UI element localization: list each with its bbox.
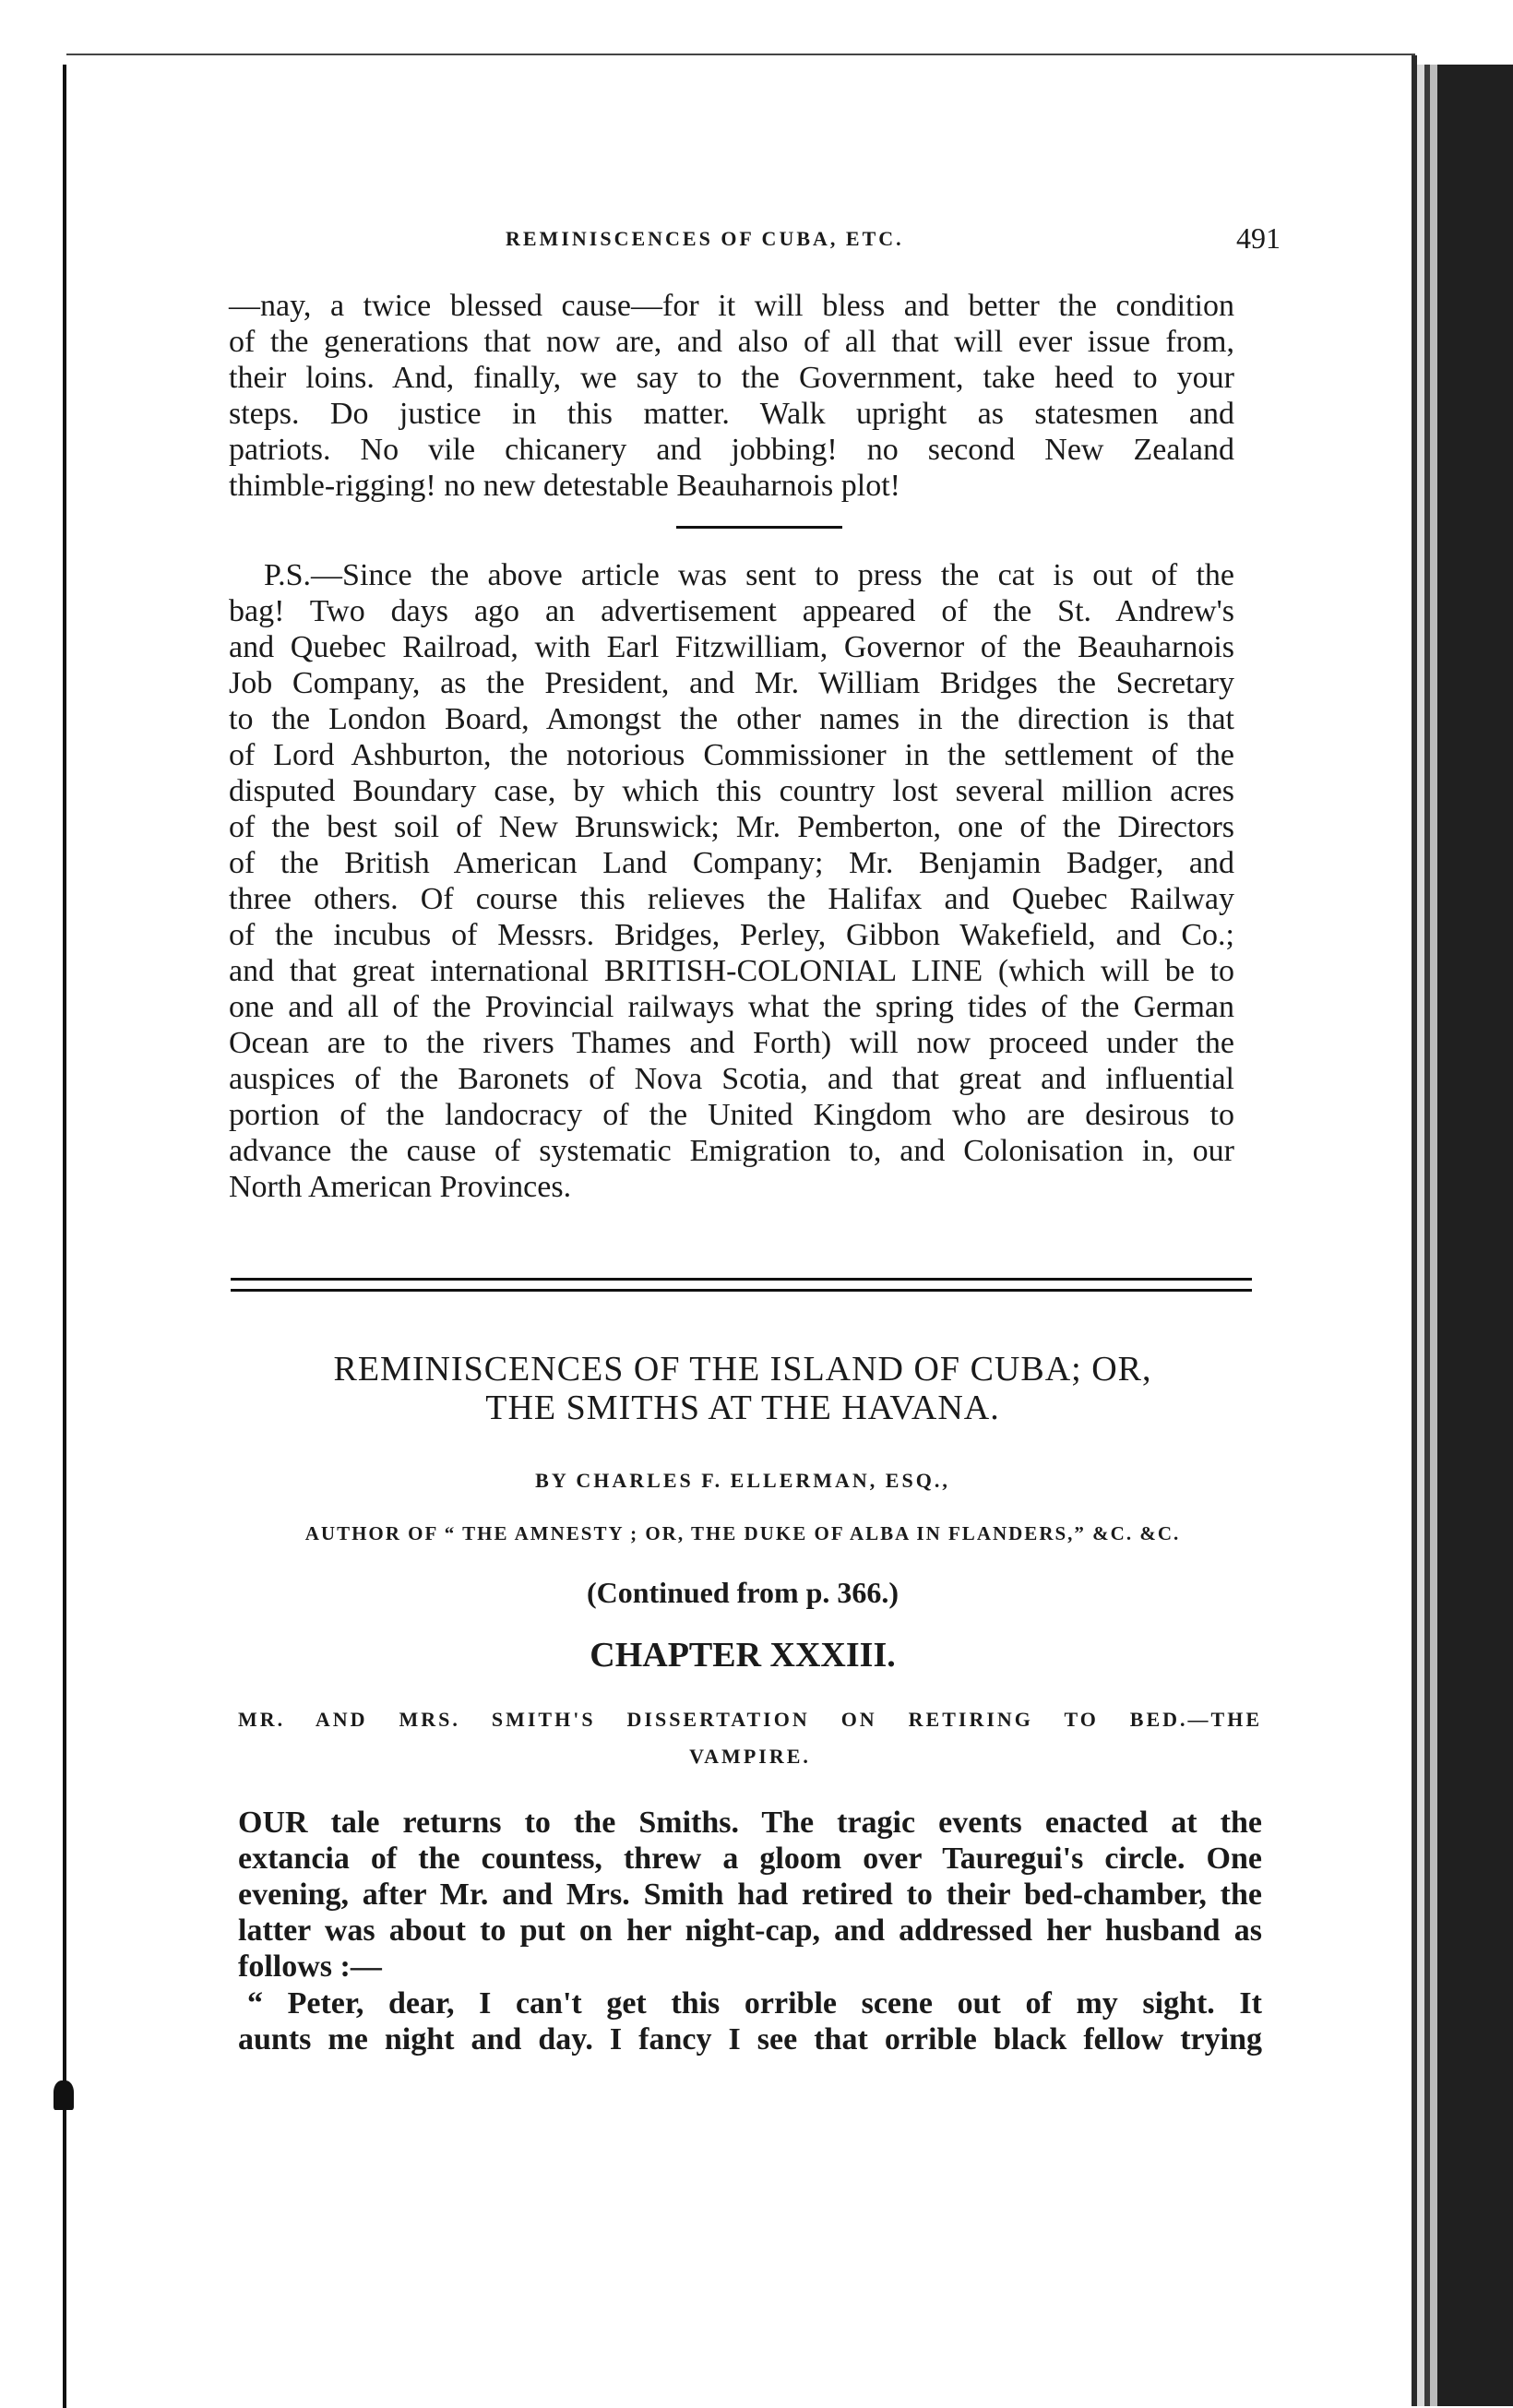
text-line: and that great international BRITISH-COLONIAL LINE (which will be to — [229, 954, 1234, 988]
text-line: of Lord Ashburton, the notorious Commissioner in the settlement of the — [229, 738, 1234, 772]
text-line: their loins. And, finally, we say to the Government, take heed to your — [229, 361, 1234, 395]
text-line: Job Company, as the President, and Mr. William Bridges the Secretary — [229, 666, 1234, 700]
article-title-line-1: REMINISCENCES OF THE ISLAND OF CUBA; OR, — [333, 1350, 1152, 1389]
text-line: of the best soil of New Brunswick; Mr. Pemberton, one of the Directors — [229, 810, 1234, 844]
article-title-line-2: THE SMITHS AT THE HAVANA. — [485, 1389, 1000, 1427]
text-line: bag! Two days ago an advertisement appeared of the St. Andrew's — [229, 594, 1234, 628]
page-number: 491 — [1236, 221, 1281, 255]
paragraph-opening — [229, 288, 1234, 504]
binding-mark — [54, 2080, 74, 2110]
text-line: Ocean are to the rivers Thames and Forth) will now proceed under the — [229, 1026, 1234, 1060]
article-byline: BY CHARLES F. ELLERMAN, ESQ., — [535, 1469, 950, 1492]
text-line: aunts me night and day. I fancy I see that orrible black fellow trying — [238, 2022, 1262, 2056]
text-line: auspices of the Baronets of Nova Scotia, and that great and influential — [229, 1062, 1234, 1096]
text-line: extancia of the countess, threw a gloom over Tauregui's circle. One — [238, 1842, 1262, 1876]
text-line: three others. Of course this relieves the Halifax and Quebec Railway — [229, 882, 1234, 916]
text-line: OUR tale returns to the Smiths. The tragic events enacted at the — [238, 1806, 1262, 1840]
page-header — [506, 221, 1281, 258]
text-line: steps. Do justice in this matter. Walk upright as statesmen and — [229, 397, 1234, 431]
text-line: North American Provinces. — [229, 1170, 572, 1204]
text-line: of the British American Land Company; Mr. Benjamin Badger, and — [229, 846, 1234, 880]
text-line: follows :— — [238, 1949, 382, 1984]
text-line: advance the cause of systematic Emigration to, and Colonisation in, our — [229, 1134, 1234, 1168]
chapter-subtitle — [238, 1701, 1262, 1775]
text-line: latter was about to put on her night-cap, and addressed her husband as — [238, 1913, 1262, 1948]
text-line: of the generations that now are, and also of all that will ever issue from, — [229, 325, 1234, 359]
dialogue-paragraph — [238, 1985, 1262, 2057]
text-line: —nay, a twice blessed cause—for it will bless and better the condition — [229, 289, 1234, 323]
text-line: “ Peter, dear, I can't get this orrible scene out of my sight. It — [247, 1986, 1262, 2021]
text-line: of the incubus of Messrs. Bridges, Perley, Gibbon Wakefield, and Co.; — [229, 918, 1234, 952]
stacked-pages-edge — [1417, 65, 1513, 2406]
text-line: one and all of the Provincial railways what the spring tides of the German — [229, 990, 1234, 1024]
text-line: patriots. No vile chicanery and jobbing! no second New Zealand — [229, 433, 1234, 467]
text-line: portion of the landocracy of the United Kingdom who are desirous to — [229, 1098, 1234, 1132]
text-line: disputed Boundary case, by which this country lost several million acres — [229, 774, 1234, 808]
section-rule — [676, 526, 842, 529]
chapter-subtitle-line: VAMPIRE. — [689, 1745, 811, 1768]
postscript-paragraph — [229, 557, 1234, 1205]
binding-line — [63, 65, 66, 2408]
text-line: thimble-rigging! no new detestable Beauharnois plot! — [229, 469, 900, 503]
text-line: P.S.—Since the above article was sent to press the cat is out of the — [264, 558, 1234, 592]
chapter-subtitle-line: MR. AND MRS. SMITH'S DISSERTATION ON RETIRING TO BED.—THE — [238, 1708, 1262, 1731]
text-line: evening, after Mr. and Mrs. Smith had retired to their bed-chamber, the — [238, 1878, 1262, 1912]
chapter-body-paragraph — [238, 1805, 1262, 1985]
running-head: REMINISCENCES OF CUBA, ETC. — [506, 227, 904, 250]
chapter-heading: CHAPTER XXXIII. — [590, 1636, 896, 1675]
text-line: to the London Board, Amongst the other names in the direction is that — [229, 702, 1234, 736]
article-divider — [231, 1278, 1252, 1292]
continued-note: (Continued from p. 366.) — [586, 1576, 899, 1609]
text-line: and Quebec Railroad, with Earl Fitzwilliam, Governor of the Beauharnois — [229, 630, 1234, 664]
author-credits: AUTHOR OF “ THE AMNESTY ; OR, THE DUKE OF ALBA IN FLANDERS,” &C. &C. — [304, 1522, 1181, 1544]
